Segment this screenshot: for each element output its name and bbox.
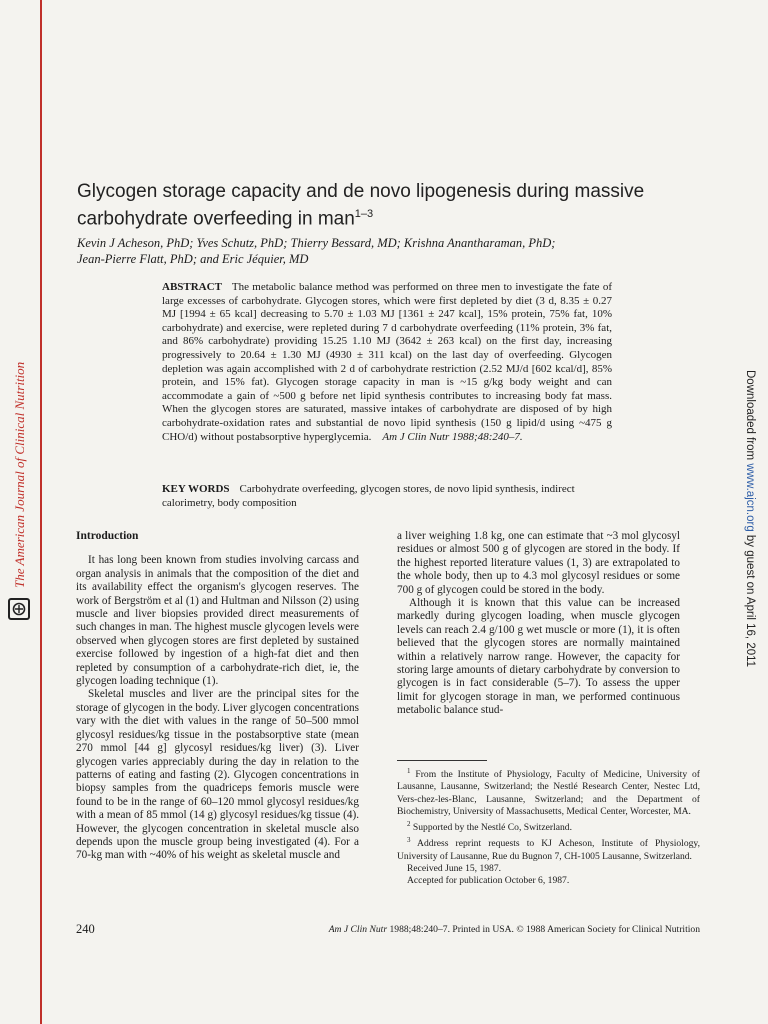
received-date: Received June 15, 1987. (407, 862, 502, 874)
keywords-text: Carbohydrate overfeeding, glycogen stores, de novo lipid synthesis, indirect calorimetry, body composition (162, 483, 575, 509)
title-footnote-mark: 1–3 (354, 208, 374, 220)
author-list (77, 236, 637, 267)
section-heading-introduction: Introduction (76, 530, 139, 542)
body-column-right (397, 530, 680, 718)
running-footer: Am J Clin Nutr 1988;48:240–7. Printed in USA. © 1988 American Society for Clinical Nutrition (328, 924, 700, 935)
body-paragraph: Skeletal muscles and liver are the principal sites for the storage of glycogen in the body. Liver glycogen concentrations vary with the diet with values in the range of 50–500 mmol glycosyl residues/kg tissue in the postabsorptive state (mean 270 mmol [44 g] glycosyl residues/kg liver) (3). Liver glycogen varies appreciably during the day in relation to the patterns of eating and fasting (2). Glycogen concentrations in biopsy samples from the quadriceps femoris muscle were found to be in the range of 60–120 mmol glycosyl residues/kg with a mean of 85 mmol (14 g) glycosyl residues/kg tissue (4). However, the glycogen concentration in skeletal muscle also depends upon the muscle group being investigated (4). For a 70-kg man with ~40% of his weight as skeletal muscle and (76, 688, 359, 862)
article-title: Glycogen storage capacity and de novo lipogenesis during massive carbohydrate overfeeding in man$^{1-3}$ (77, 181, 645, 230)
footnotes (397, 765, 700, 887)
download-link[interactable]: www.ajcn.org (744, 463, 756, 532)
footnote-2: $^2$ Supported by the Nestlé Co, Switzerland. (407, 820, 572, 834)
footnote-3: $^3$ Address reprint requests to KJ Acheson, Institute of Physiology, University of Lausanne, Rue du Bugnon 7, CH-1005 Lausanne, Switzerland. (397, 836, 700, 862)
author-line: Kevin J Acheson, PhD; Yves Schutz, PhD; Thierry Bessard, MD; Krishna Anantharaman, PhD; (77, 236, 556, 250)
abstract-text: The metabolic balance method was performed on three men to investigate the fate of large excesses of carbohydrate. Glycogen stores, which were first depleted by diet (3 d, 8.35 ± 0.27 MJ [1994 ± 65 kcal] decreasing to 5.70 ± 1.03 MJ [1361 ± 247 kcal], 15% protein, 75% fat, 10% carbohydrate) and exercise, were repleted during 7 d carbohydrate overfeeding (11% protein, 3% fat, and 86% carbohydrate) providing 15.25 1.10 MJ (3642 ± 263 kcal) on the first day, increasing progressively to 20.64 ± 1.30 MJ (4930 ± 311 kcal) on the last day of overfeeding. Glycogen depletion was again accomplished with 2 d of carbohydrate restriction (2.52 MJ/d [602 kcal/d], 85% protein, and 15% fat). Glycogen storage capacity in man is ~15 g/kg body weight and can accommodate a gain of ~500 g before net lipid synthesis contributes to increasing body fat mass. When the glycogen stores are saturated, massive intakes of carbohydrate are disposed of by high carbohydrate-oxidation rates and substantial de novo lipid synthesis (150 g lipid/d using ~475 g CHO/d) without postabsorptive hyperglycemia. (162, 281, 612, 443)
footnote-1: $^1$ From the Institute of Physiology, Faculty of Medicine, University of Lausanne, Lausanne, Switzerland; the Nestlé Research Center, Nestec Ltd, Vers-chez-les-Blanc, Lausanne, Switzerland; and the Department of Biochemistry, University of Massachusetts, Medical Center, Worcester, MA. (397, 767, 700, 817)
abstract-label: ABSTRACT (162, 281, 222, 293)
body-paragraph: a liver weighing 1.8 kg, one can estimate that ~3 mol glycosyl residues or almost 500 g of glycogen are stored in the body. If the highest reported literature values (1, 3) are extrapolated to the whole body, then up to 4.3 mol glycosyl residues or some 700 g of glycogen could be stored in the body. (397, 530, 680, 596)
journal-logo-icon (8, 598, 30, 620)
keywords (162, 483, 612, 510)
abstract (162, 281, 612, 444)
author-line: Jean-Pierre Flatt, PhD; and Eric Jéquier, MD (77, 251, 309, 266)
download-notice: Downloaded from www.ajcn.org by guest on April 16, 2011 (744, 370, 756, 668)
page-number: 240 (76, 922, 95, 936)
keywords-label: KEY WORDS (162, 483, 230, 495)
body-column-left (76, 530, 359, 863)
margin-rule (40, 0, 42, 1024)
accepted-date: Accepted for publication October 6, 1987. (407, 875, 570, 887)
abstract-citation: Am J Clin Nutr 1988;48:240–7. (382, 430, 523, 443)
body-paragraph: It has long been known from studies involving carcass and organ analysis in animals that the composition of the diet and its availability effect the organism's glycogen reserves. The work of Bergström et al (1) and Hultman and Nilsson (2) using muscle and liver biopsies provided direct measurements of such changes in man. The highest muscle glycogen levels were observed when glycogen stores are first depleted by sustained exercise followed by ingestion of a high-fat diet and then repleted by consumption of a carbohydrate-rich diet, ie, the glycogen loading technique (1). (76, 554, 359, 688)
footnote-divider (397, 760, 487, 761)
body-paragraph: Although it is known that this value can be increased markedly during glycogen loading, when muscle glycogen levels can reach 2.4 g/100 g wet muscle or more (1), it is often believed that the glycogen stores are normally maintained within a relatively narrow range. However, the capacity for storing large amounts of dietary carbohydrate by conversion to glycogen is in fact considerable (5–7). To assess the upper limit for glycogen storage in man, we performed continuous metabolic balance stud- (397, 597, 680, 717)
journal-sidebar-title: The American Journal of Clinical Nutrition (12, 361, 27, 589)
